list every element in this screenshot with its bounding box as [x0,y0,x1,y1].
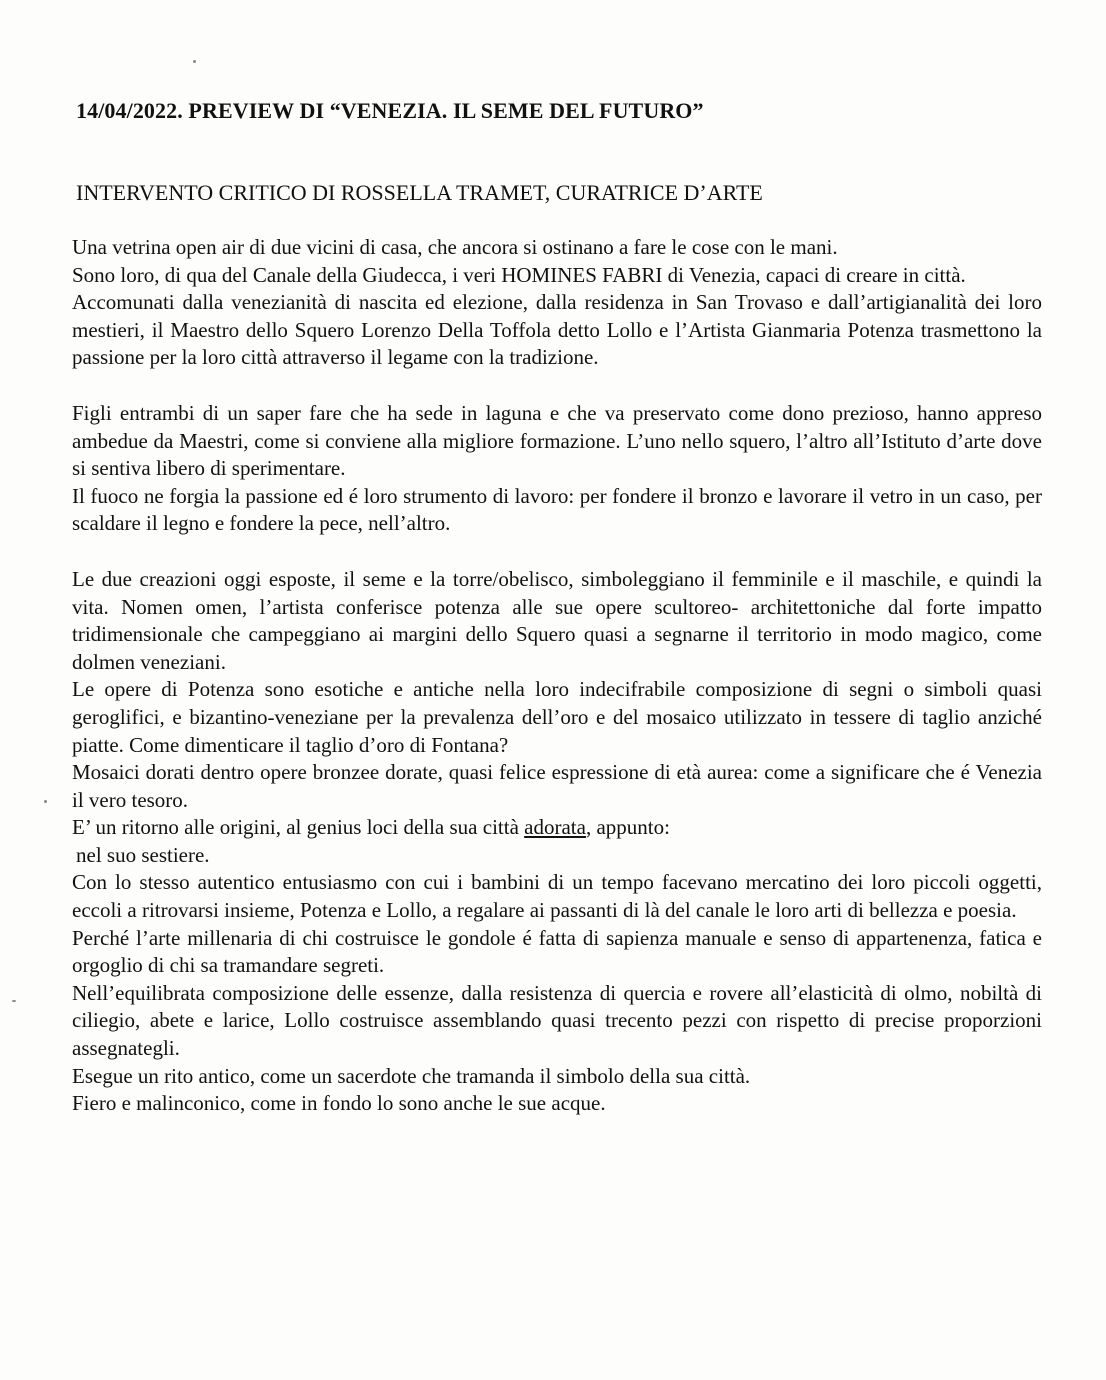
paragraph: Mosaici dorati dentro opere bronzee dorate, quasi felice espressione di età aurea: come a significare che é Venezia il vero tesoro. [72,760,1042,812]
paragraph: Esegue un rito antico, come un sacerdote che tramanda il simbolo della sua città. [72,1063,751,1088]
paragraph: Figli entrambi di un saper fare che ha sede in laguna e che va preservato come dono prezioso, hanno appreso ambedue da Maestri, come si conviene alla migliore formazione. L’uno nello squero, l’altro all’Istituto d’arte dove si sentiva libero di sperimentare. [72,400,1042,481]
document-title: 14/04/2022. PREVIEW DI “VENEZIA. IL SEME DEL FUTURO” [76,98,704,123]
paragraph: Le due creazioni oggi esposte, il seme e la torre/obelisco, simboleggiano il femminile e il maschile, e quindi la vita. Nomen omen, l’artista conferisce potenza alle sue opere scultoreo- architettoniche dal forte impatto tridimensionale che campeggiano ai margini dello Squero quasi a segnarne il territorio in modo magico, come dolmen veneziani. [72,566,1042,674]
origins-line-after: , appunto: [585,815,670,840]
paragraph: Le opere di Potenza sono esotiche e antiche nella loro indecifrabile composizione di segni o simboli quasi geroglifici, e bizantino-veneziane per la prevalenza dell’oro e del mosaico utilizzato in tessere di taglio anziché piatte. Come dimenticare il taglio d’oro di Fontana? [72,677,1042,757]
paragraph: Con lo stesso autentico entusiasmo con cui i bambini di un tempo facevano mercatino dei loro piccoli oggetti, eccoli a ritrovarsi insieme, Potenza e Lollo, a regalare ai passanti di là del canale le loro arti di bellezza e poesia. [72,870,1042,923]
underlined-word: adorata [524,815,586,840]
origins-line [72,814,1042,842]
paragraph: Fiero e malinconico, come in fondo lo sono anche le sue acque. [72,1091,606,1116]
scan-speck [12,1000,16,1002]
document-subtitle: INTERVENTO CRITICO DI ROSSELLA TRAMET, CURATRICE D’ARTE [76,180,763,205]
paragraph: Sono loro, di qua del Canale della Giudecca, i veri HOMINES FABRI di Venezia, capaci di creare in città. [72,262,966,287]
paragraph: Perché l’arte millenaria di chi costruisce le gondole é fatta di sapienza manuale e senso di appartenenza, fatica e orgoglio di chi sa tramandare segreti. [72,925,1042,978]
scan-speck [193,60,196,63]
origins-line-before: E’ un ritorno alle origini, al genius loci della sua città [72,815,525,840]
paragraph: Accomunati dalla venezianità di nascita ed elezione, dalla residenza in San Trovaso e dall’artigianalità dei loro mestieri, il Maestro dello Squero Lorenzo Della Toffola detto Lollo e l’Artista Gianmaria Potenza trasmettono la passione per la loro città attraverso il legame con la tradizione. [72,290,1042,370]
paragraph: Nell’equilibrata composizione delle essenze, dalla resistenza di quercia e rovere all’elasticità di olmo, nobiltà di ciliegio, abete e larice, Lollo costruisce assemblando quasi trecento pezzi con rispetto di precise proporzioni assegnategli. [72,980,1042,1061]
document-body [72,234,1042,1118]
paragraph: Il fuoco ne forgia la passione ed é loro strumento di lavoro: per fondere il bronzo e lavorare il vetro in un caso, per scaldare il legno e fondere la pece, nell’altro. [72,483,1042,536]
paragraph: Una vetrina open air di due vicini di casa, che ancora si ostinano a fare le cose con le mani. [72,235,838,259]
sestiere-line: nel suo sestiere. [76,842,210,867]
scan-speck [44,800,47,803]
